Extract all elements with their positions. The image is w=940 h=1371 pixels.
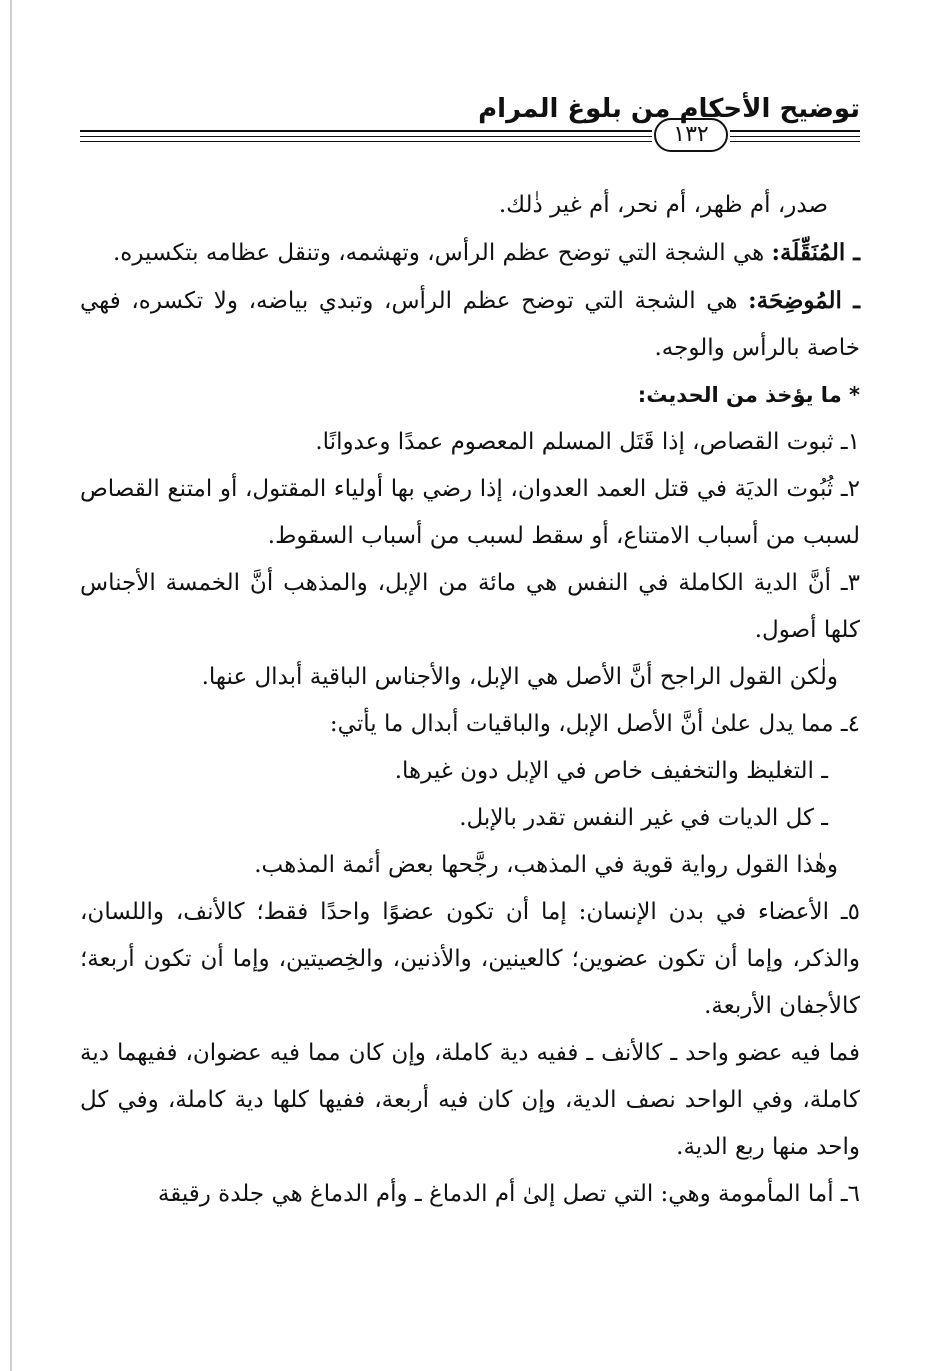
definition-text: هي الشجة التي توضح عظم الرأس، وتهشمه، وتنقل عظامه بتكسيره. bbox=[113, 240, 772, 266]
page-number: ١٣٢ bbox=[654, 118, 728, 152]
header-rule bbox=[80, 141, 652, 142]
header-rule bbox=[80, 130, 652, 132]
list-item-2: ٢ـ ثُبُوت الديَة في قتل العمد العدوان، إذا رضي بها أولياء المقتول، أو امتنع القصاص لسبب من أسباب الامتناع، أو سقط لسبب من أسباب السقوط. bbox=[80, 476, 860, 549]
list-item-3: ٣ـ أنَّ الدية الكاملة في النفس هي مائة من الإبل، والمذهب أنَّ الخمسة الأجناس كلها أصول. bbox=[80, 570, 860, 643]
header-rule bbox=[730, 136, 860, 137]
definition-munaqqila bbox=[80, 229, 860, 277]
list-item-4-note: وهٰذا القول رواية قوية في المذهب، رجَّحها بعض أئمة المذهب. bbox=[254, 852, 838, 878]
definition-text: هي الشجة التي توضح عظم الرأس، وتبدي بياضه، ولا تكسره، فهي خاصة بالرأس والوجه. bbox=[80, 288, 860, 361]
section-heading: * ما يؤخذ من الحديث: bbox=[637, 383, 860, 407]
header-rule bbox=[730, 130, 860, 132]
list-item-5-note: فما فيه عضو واحد ـ كالأنف ـ ففيه دية كاملة، وإن كان مما فيه عضوان، ففيهما دية كاملة، وفي الواحد نصف الدية، وإن كان فيه أربعة، ففيها كلها دية كاملة، وفي كل واحد منها ربع الدية. bbox=[80, 1040, 860, 1160]
list-item-5: ٥ـ الأعضاء في بدن الإنسان: إما أن تكون عضوًا واحدًا فقط؛ كالأنف، واللسان، والذكر، وإما أن تكون عضوين؛ كالعينين، والأذنين، والخِصيتين، وإما أن تكون أربعة؛ كالأجفان الأربعة. bbox=[80, 899, 860, 1019]
page-header bbox=[80, 88, 860, 158]
list-item-4: ٤ـ مما يدل علىٰ أنَّ الأصل الإبل، والباقيات أبدال ما يأتي: bbox=[329, 711, 860, 737]
list-item-4-point-2: ـ كل الديات في غير النفس تقدر بالإبل. bbox=[459, 805, 828, 831]
page-edge-shadow bbox=[10, 0, 12, 1371]
list-item-4-point-1: ـ التغليظ والتخفيف خاص في الإبل دون غيرها. bbox=[394, 758, 828, 784]
header-rule bbox=[730, 141, 860, 142]
term-munaqqila: ـ المُنَقِّلَة: bbox=[771, 239, 860, 266]
list-item-6: ٦ـ أما المأمومة وهي: التي تصل إلىٰ أم الدماغ ـ وأم الدماغ هي جلدة رقيقة bbox=[157, 1181, 860, 1207]
definition-mudiha bbox=[80, 277, 860, 372]
page-body bbox=[80, 182, 860, 1218]
list-item-1: ١ـ ثبوت القصاص، إذا قَتَل المسلم المعصوم عمدًا وعدوانًا. bbox=[315, 429, 860, 455]
continuation-line: صدر، أم ظهر، أم نحر، أم غير ذٰلك. bbox=[498, 192, 828, 218]
header-rule bbox=[80, 136, 652, 137]
term-mudiha: ـ المُوضِحَة: bbox=[748, 287, 860, 314]
book-title: توضيح الأحكام من بلوغ المرام bbox=[478, 94, 860, 124]
list-item-3-note: ولٰكن القول الراجح أنَّ الأصل هي الإبل، والأجناس الباقية أبدال عنها. bbox=[201, 664, 838, 690]
